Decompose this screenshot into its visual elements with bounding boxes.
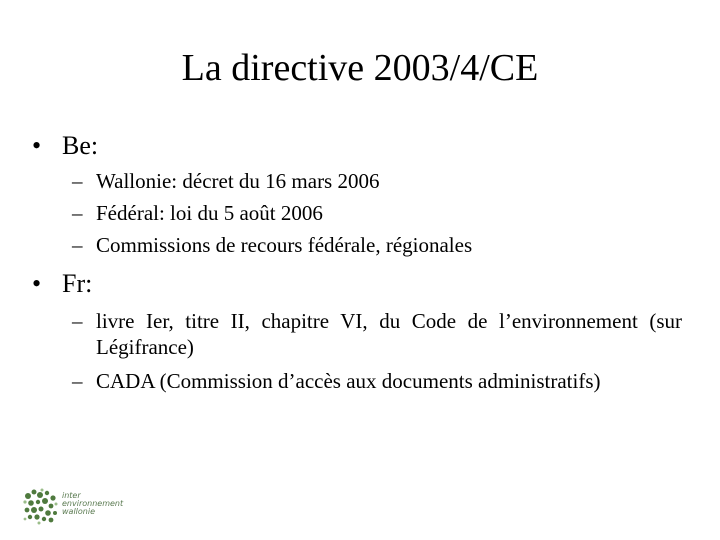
dash-symbol: – [72, 233, 83, 257]
logo-wordmark [62, 492, 132, 516]
logo-line: environnement [62, 499, 124, 508]
bullet-item-fr [32, 268, 92, 300]
bullet-label: Be: [62, 131, 99, 160]
bullet-label: Fr: [62, 269, 93, 298]
bullet-item-be [32, 130, 98, 162]
logo-line: wallonie [62, 507, 95, 516]
sub-item [72, 308, 682, 360]
sub-item-text: livre Ier, titre II, chapitre VI, du Code de l’environnement (sur Légifrance) [96, 309, 682, 359]
sub-item [72, 200, 682, 226]
bullet-symbol: • [32, 131, 42, 160]
dash-symbol: – [72, 169, 83, 193]
leaf-cluster-icon [20, 486, 60, 526]
slide-title: La directive 2003/4/CE [181, 47, 539, 89]
logo-line: inter [62, 491, 81, 500]
sub-item [72, 168, 682, 194]
dash-symbol: – [72, 369, 83, 393]
dash-symbol: – [72, 201, 83, 225]
dash-symbol: – [72, 309, 83, 333]
sub-item-text: Wallonie: décret du 16 mars 2006 [96, 169, 380, 193]
sub-item [72, 368, 682, 394]
bullet-symbol: • [32, 269, 42, 298]
sub-item-text: CADA (Commission d’accès aux documents administratifs) [96, 369, 601, 393]
sub-item-text: Commissions de recours fédérale, régionales [96, 233, 473, 257]
organization-logo [20, 486, 130, 530]
sub-item [72, 232, 682, 258]
sub-item-text: Fédéral: loi du 5 août 2006 [96, 201, 323, 225]
